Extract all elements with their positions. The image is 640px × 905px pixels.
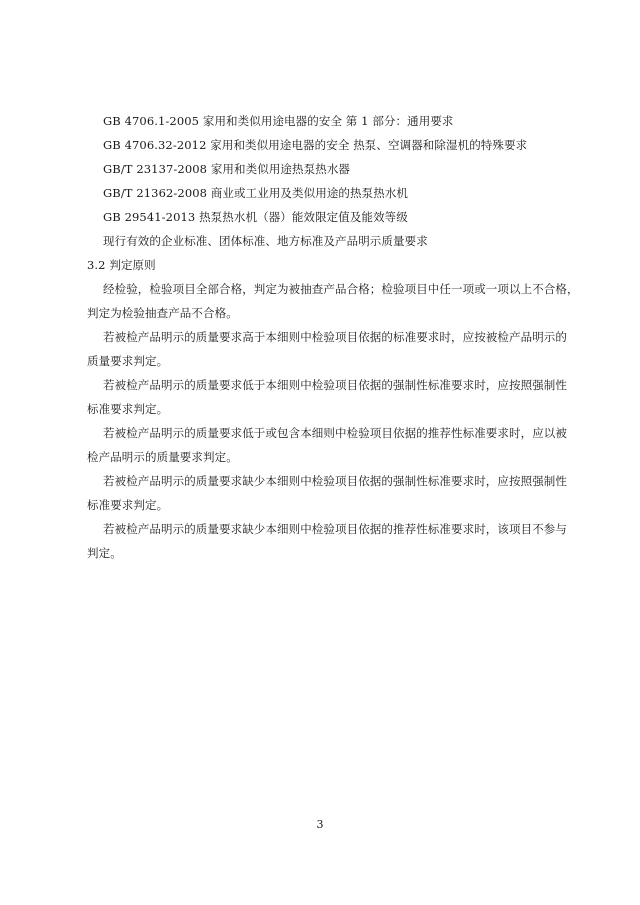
paragraph-line: 若被检产品明示的质量要求低于本细则中检验项目依据的强制性标准要求时，应按照强制性: [103, 378, 567, 392]
paragraph-line: 标准要求判定。: [87, 402, 169, 416]
paragraph-line: 检产品明示的质量要求判定。: [87, 450, 238, 464]
standard-item: GB/T 23137-2008 家用和类似用途热泵热水器: [103, 162, 351, 176]
paragraph-line: 若被检产品明示的质量要求低于或包含本细则中检验项目依据的推荐性标准要求时，应以被: [103, 426, 567, 440]
paragraph-line: 经检验，检验项目全部合格，判定为被抽查产品合格；检验项目中任一项或一项以上不合格，: [103, 282, 579, 296]
standard-item: GB 29541-2013 热泵热水机（器）能效限定值及能效等级: [103, 210, 408, 224]
page-number: 3: [316, 818, 324, 831]
paragraph-line: 若被检产品明示的质量要求高于本细则中检验项目依据的标准要求时，应按被检产品明示的: [103, 330, 567, 344]
paragraph-line: 若被检产品明示的质量要求缺少本细则中检验项目依据的强制性标准要求时，应按照强制性: [103, 474, 567, 488]
standard-item: GB 4706.32-2012 家用和类似用途电器的安全 热泵、空调器和除湿机的特殊要求: [103, 138, 528, 152]
standard-item: GB/T 21362-2008 商业或工业用及类似用途的热泵热水机: [103, 186, 409, 200]
paragraph-line: 判定为检验抽查产品不合格。: [87, 306, 238, 320]
paragraph-line: 标准要求判定。: [87, 498, 169, 512]
paragraph-line: 判定。: [87, 546, 122, 560]
section-heading: 3.2 判定原则: [87, 258, 156, 272]
paragraph-line: 若被检产品明示的质量要求缺少本细则中检验项目依据的推荐性标准要求时，该项目不参与: [103, 522, 567, 536]
paragraph-line: 质量要求判定。: [87, 354, 169, 368]
standard-item: 现行有效的企业标准、团体标准、地方标准及产品明示质量要求: [103, 234, 428, 248]
standard-item: GB 4706.1-2005 家用和类似用途电器的安全 第 1 部分：通用要求: [103, 114, 454, 128]
